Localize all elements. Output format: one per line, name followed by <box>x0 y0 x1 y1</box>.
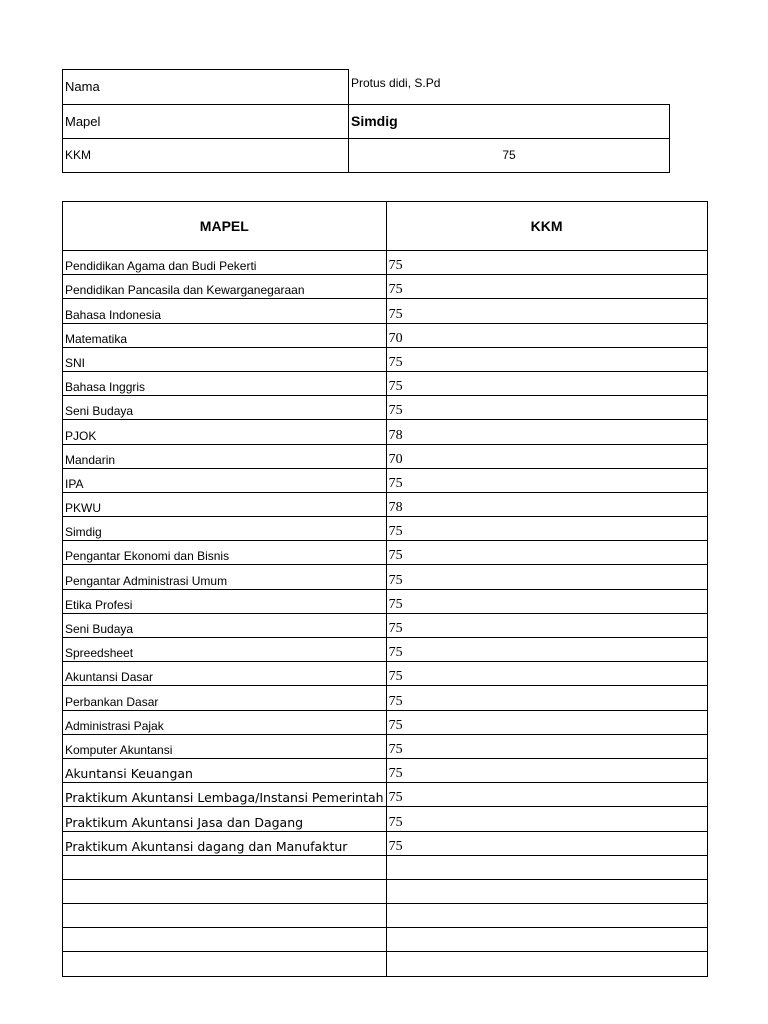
kkm-cell: 75 <box>386 275 707 299</box>
table-row <box>63 251 708 275</box>
kkm-cell: 70 <box>386 444 707 468</box>
table-header-row <box>63 202 708 251</box>
kkm-cell: 75 <box>386 371 707 395</box>
table-row <box>63 638 708 662</box>
table-row <box>63 541 708 565</box>
kkm-cell: 75 <box>386 710 707 734</box>
mapel-cell: Pengantar Ekonomi dan Bisnis <box>63 541 387 565</box>
kkm-cell <box>386 855 707 879</box>
info-row-kkm <box>63 138 670 172</box>
table-row <box>63 686 708 710</box>
kkm-cell: 75 <box>386 589 707 613</box>
mapel-label: Mapel <box>63 104 349 138</box>
kkm-cell: 75 <box>386 734 707 758</box>
table-row <box>63 613 708 637</box>
kkm-cell: 75 <box>386 541 707 565</box>
table-row <box>63 492 708 516</box>
table-row <box>63 517 708 541</box>
table-row <box>63 928 708 952</box>
mapel-cell: Spreedsheet <box>63 638 387 662</box>
mapel-cell: Akuntansi Keuangan <box>63 758 387 782</box>
header-mapel: MAPEL <box>63 202 387 251</box>
table-row <box>63 468 708 492</box>
mapel-cell <box>63 855 387 879</box>
kkm-cell <box>386 904 707 928</box>
mapel-cell: SNI <box>63 347 387 371</box>
kkm-cell: 75 <box>386 613 707 637</box>
nama-label: Nama <box>63 70 349 105</box>
kkm-value: 75 <box>349 138 670 172</box>
mapel-cell: PKWU <box>63 492 387 516</box>
table-row <box>63 662 708 686</box>
table-row <box>63 565 708 589</box>
kkm-cell <box>386 879 707 903</box>
table-row <box>63 371 708 395</box>
mapel-cell: Pengantar Administrasi Umum <box>63 565 387 589</box>
table-row <box>63 807 708 831</box>
kkm-cell <box>386 952 707 976</box>
mapel-cell <box>63 928 387 952</box>
kkm-cell: 75 <box>386 831 707 855</box>
mapel-cell: Administrasi Pajak <box>63 710 387 734</box>
kkm-cell: 75 <box>386 468 707 492</box>
table-row <box>63 323 708 347</box>
kkm-cell: 75 <box>386 396 707 420</box>
kkm-cell: 78 <box>386 492 707 516</box>
kkm-cell: 75 <box>386 299 707 323</box>
nama-value: Protus didi, S.Pd <box>349 70 670 105</box>
mapel-cell <box>63 879 387 903</box>
kkm-label: KKM <box>63 138 349 172</box>
table-row <box>63 299 708 323</box>
table-row <box>63 952 708 976</box>
kkm-cell: 75 <box>386 758 707 782</box>
info-table <box>62 69 670 173</box>
mapel-cell: Pendidikan Agama dan Budi Pekerti <box>63 251 387 275</box>
mapel-cell: Praktikum Akuntansi Jasa dan Dagang <box>63 807 387 831</box>
kkm-cell: 75 <box>386 565 707 589</box>
table-row <box>63 444 708 468</box>
kkm-cell: 75 <box>386 662 707 686</box>
kkm-table <box>62 201 708 977</box>
table-row <box>63 879 708 903</box>
kkm-cell: 75 <box>386 783 707 807</box>
mapel-cell: Praktikum Akuntansi Lembaga/Instansi Pemerintah <box>63 783 387 807</box>
kkm-cell: 70 <box>386 323 707 347</box>
table-row <box>63 710 708 734</box>
info-row-nama <box>63 70 670 105</box>
mapel-cell: Seni Budaya <box>63 396 387 420</box>
mapel-cell: Seni Budaya <box>63 613 387 637</box>
mapel-cell: Mandarin <box>63 444 387 468</box>
kkm-cell: 75 <box>386 517 707 541</box>
table-row <box>63 904 708 928</box>
table-row <box>63 347 708 371</box>
table-row <box>63 396 708 420</box>
table-row <box>63 275 708 299</box>
kkm-cell: 75 <box>386 347 707 371</box>
mapel-cell: Akuntansi Dasar <box>63 662 387 686</box>
table-row <box>63 855 708 879</box>
table-row <box>63 783 708 807</box>
mapel-cell <box>63 952 387 976</box>
kkm-cell: 75 <box>386 807 707 831</box>
mapel-cell: PJOK <box>63 420 387 444</box>
kkm-cell: 75 <box>386 638 707 662</box>
kkm-cell: 75 <box>386 251 707 275</box>
table-row <box>63 420 708 444</box>
mapel-cell: Komputer Akuntansi <box>63 734 387 758</box>
mapel-value: Simdig <box>349 104 670 138</box>
kkm-cell: 75 <box>386 686 707 710</box>
table-row <box>63 589 708 613</box>
mapel-cell: Pendidikan Pancasila dan Kewarganegaraan <box>63 275 387 299</box>
mapel-cell: Simdig <box>63 517 387 541</box>
kkm-cell: 78 <box>386 420 707 444</box>
table-row <box>63 758 708 782</box>
mapel-cell: Bahasa Inggris <box>63 371 387 395</box>
table-body <box>63 251 708 977</box>
table-row <box>63 831 708 855</box>
mapel-cell: Bahasa Indonesia <box>63 299 387 323</box>
mapel-cell <box>63 904 387 928</box>
info-row-mapel <box>63 104 670 138</box>
header-kkm: KKM <box>386 202 707 251</box>
mapel-cell: Etika Profesi <box>63 589 387 613</box>
mapel-cell: IPA <box>63 468 387 492</box>
mapel-cell: Matematika <box>63 323 387 347</box>
kkm-cell <box>386 928 707 952</box>
table-row <box>63 734 708 758</box>
mapel-cell: Praktikum Akuntansi dagang dan Manufaktur <box>63 831 387 855</box>
mapel-cell: Perbankan Dasar <box>63 686 387 710</box>
